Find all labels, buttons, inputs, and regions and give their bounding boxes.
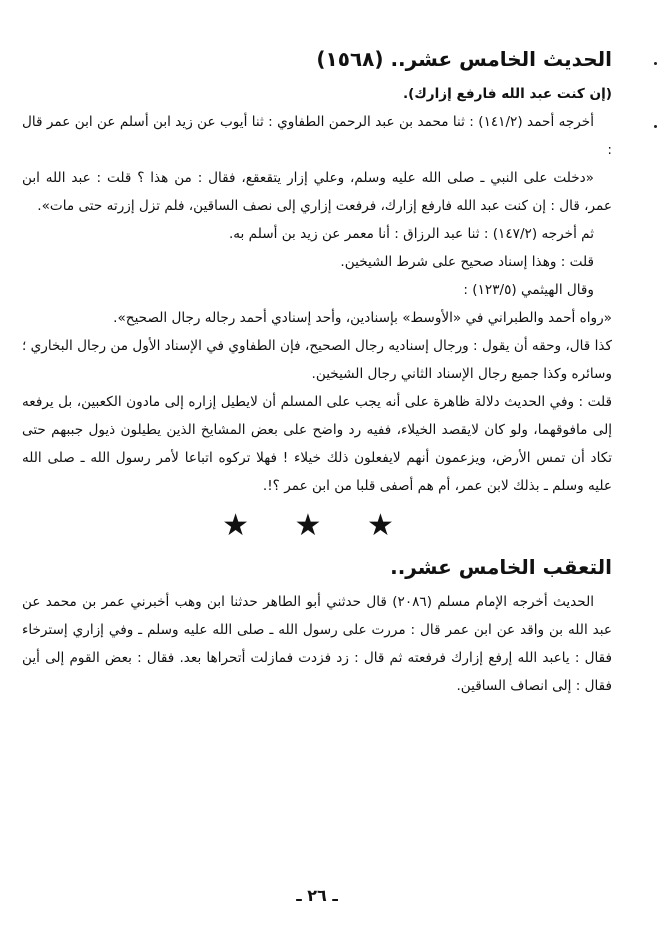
paragraph-haythami-intro: وقال الهيثمي (١٢٣/٥) : bbox=[463, 282, 594, 298]
paragraph-commentary: قلت : وفي الحديث دلالة ظاهرة على أنه يجب على المسلم أن لايطيل إزاره إلى مادون الكعبين، بل يرفعه إلى مافوقهما، ولو كان لايقصد الخيلاء، ففيه رد واضح على بعض المشايخ الذين يطيلون ذيول جببهم حتى تكاد أن تمس الأرض، ويزعمون أنهم لايفعلون ذلك خيلاء ! فهلا تركوه اتباعا لأمر رسول الله ـ صلى الله عليه وسلم ـ بذلك لابن عمر، أم هم أصفى قلبا من ابن عمر ؟!. bbox=[22, 394, 612, 494]
book-page bbox=[22, 40, 612, 905]
paragraph-takhrij-ahmad: أخرجه أحمد (١٤١/٢) : ثنا محمد بن عبد الرحمن الطفاوي : ثنا أيوب عن زيد ابن أسلم عن ابن عمر قال : bbox=[22, 114, 612, 158]
paragraph-hadith-text: «دخلت على النبي ـ صلى الله عليه وسلم، وعلي إزار يتقعقع، فقال : من هذا ؟ قلت : عبد الله ابن عمر، قال : إن كنت عبد الله فارفع إزارك، فرفعت إزاري إلى نصف الساقين، فلم تزل إزرته حتى مات». bbox=[22, 170, 612, 214]
paragraph-second-chain: ثم أخرجه (١٤٧/٢) : ثنا عبد الرزاق : أنا معمر عن زيد بن أسلم به. bbox=[228, 226, 594, 242]
page-number: ـ ٢٦ ـ bbox=[296, 886, 338, 905]
margin-mark-middle bbox=[654, 125, 657, 128]
hadith-heading: الحديث الخامس عشر.. (١٥٦٨) bbox=[316, 47, 612, 71]
paragraph-correction: كذا قال، وحقه أن يقول : ورجال إسناديه رجال الصحيح، فإن الطفاوي في الإسناد الأول من رجال البخاري ؛ وسائره وكذا جميع رجال الإسناد الثاني رجال الشيخين. bbox=[22, 338, 612, 382]
hadith-quote: (إن كنت عبد الله فارفع إزارك). bbox=[402, 86, 612, 102]
paragraph-muslim-narration: الحديث أخرجه الإمام مسلم (٢٠٨٦) قال حدثني أبو الطاهر حدثنا ابن وهب أخبرني عمر بن محمد عن عبد الله بن واقد عن ابن عمر قال : مررت على رسول الله ـ صلى الله عليه وسلم ـ وفي إزاري إسترخاء فقال : ياعبد الله إرفع إزارك فرفعته ثم قال : زد فزدت فمازلت أتحراها بعد. فقال : بعض القوم إلى أين فقال : إلى انصاف الساقين. bbox=[22, 594, 612, 694]
paragraph-isnad-grading: قلت : وهذا إسناد صحيح على شرط الشيخين. bbox=[340, 254, 594, 270]
paragraph-haythami-quote: «رواه أحمد والطبراني في «الأوسط» بإسنادين، وأحد إسنادي أحمد رجاله رجال الصحيح». bbox=[113, 310, 612, 326]
section-separator-stars: ★ ★ ★ bbox=[222, 508, 412, 543]
margin-mark-top bbox=[654, 62, 657, 65]
taaqub-heading: التعقب الخامس عشر.. bbox=[390, 555, 612, 579]
